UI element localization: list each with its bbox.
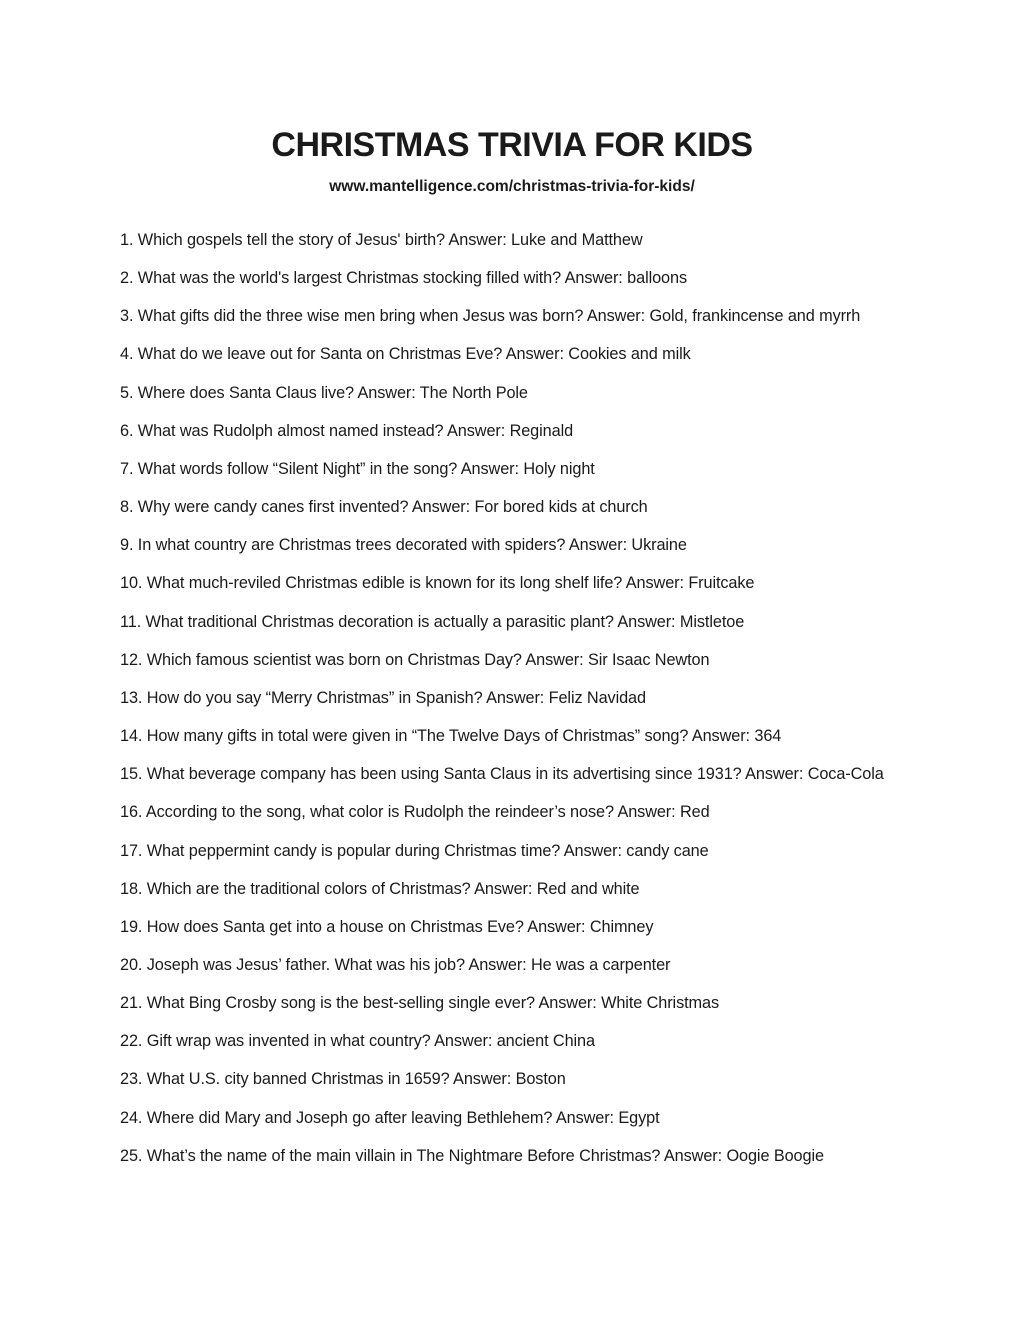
trivia-item: 14. How many gifts in total were given in “The Twelve Days of Christmas” song? Answer: 364 — [120, 727, 782, 746]
trivia-item: 12. Which famous scientist was born on Christmas Day? Answer: Sir Isaac Newton — [120, 650, 710, 669]
trivia-item: 18. Which are the traditional colors of Christmas? Answer: Red and white — [120, 879, 640, 898]
trivia-item: 20. Joseph was Jesus’ father. What was his job? Answer: He was a carpenter — [120, 955, 671, 974]
trivia-item: 8. Why were candy canes first invented? Answer: For bored kids at church — [120, 498, 648, 517]
trivia-item: 2. What was the world's largest Christmas stocking filled with? Answer: balloons — [120, 269, 688, 288]
trivia-list — [120, 229, 884, 1183]
trivia-item: 5. Where does Santa Claus live? Answer: The North Pole — [120, 383, 528, 402]
trivia-item: 7. What words follow “Silent Night” in the song? Answer: Holy night — [120, 459, 595, 478]
trivia-item: 4. What do we leave out for Santa on Christmas Eve? Answer: Cookies and milk — [120, 345, 691, 364]
trivia-item: 10. What much-reviled Christmas edible is known for its long shelf life? Answer: Fruitcake — [120, 574, 755, 593]
trivia-item: 6. What was Rudolph almost named instead? Answer: Reginald — [120, 421, 574, 440]
source-url: www.mantelligence.com/christmas-trivia-for-kids/ — [329, 178, 695, 195]
trivia-item: 22. Gift wrap was invented in what country? Answer: ancient China — [120, 1032, 595, 1051]
trivia-item: 21. What Bing Crosby song is the best-selling single ever? Answer: White Christmas — [120, 994, 719, 1013]
trivia-item: 13. How do you say “Merry Christmas” in Spanish? Answer: Feliz Navidad — [120, 688, 646, 707]
trivia-item: 9. In what country are Christmas trees decorated with spiders? Answer: Ukraine — [120, 536, 687, 555]
trivia-item: 11. What traditional Christmas decoration is actually a parasitic plant? Answer: Mistletoe — [120, 612, 745, 631]
trivia-item: 17. What peppermint candy is popular during Christmas time? Answer: candy cane — [120, 841, 709, 860]
trivia-item: 19. How does Santa get into a house on Christmas Eve? Answer: Chimney — [120, 917, 654, 936]
trivia-item: 24. Where did Mary and Joseph go after leaving Bethlehem? Answer: Egypt — [120, 1108, 660, 1127]
trivia-item: 25. What’s the name of the main villain in The Nightmare Before Christmas? Answer: Oogie Boogie — [120, 1146, 824, 1165]
page-title: CHRISTMAS TRIVIA FOR KIDS — [271, 126, 753, 164]
trivia-item: 3. What gifts did the three wise men bring when Jesus was born? Answer: Gold, frankincense and myrrh — [120, 307, 861, 326]
trivia-item: 15. What beverage company has been using Santa Claus in its advertising since 1931? Answer: Coca-Cola — [120, 765, 884, 784]
trivia-item: 23. What U.S. city banned Christmas in 1659? Answer: Boston — [120, 1070, 566, 1089]
trivia-item: 1. Which gospels tell the story of Jesus' birth? Answer: Luke and Matthew — [120, 231, 643, 249]
trivia-item: 16. According to the song, what color is Rudolph the reindeer’s nose? Answer: Red — [120, 803, 710, 822]
